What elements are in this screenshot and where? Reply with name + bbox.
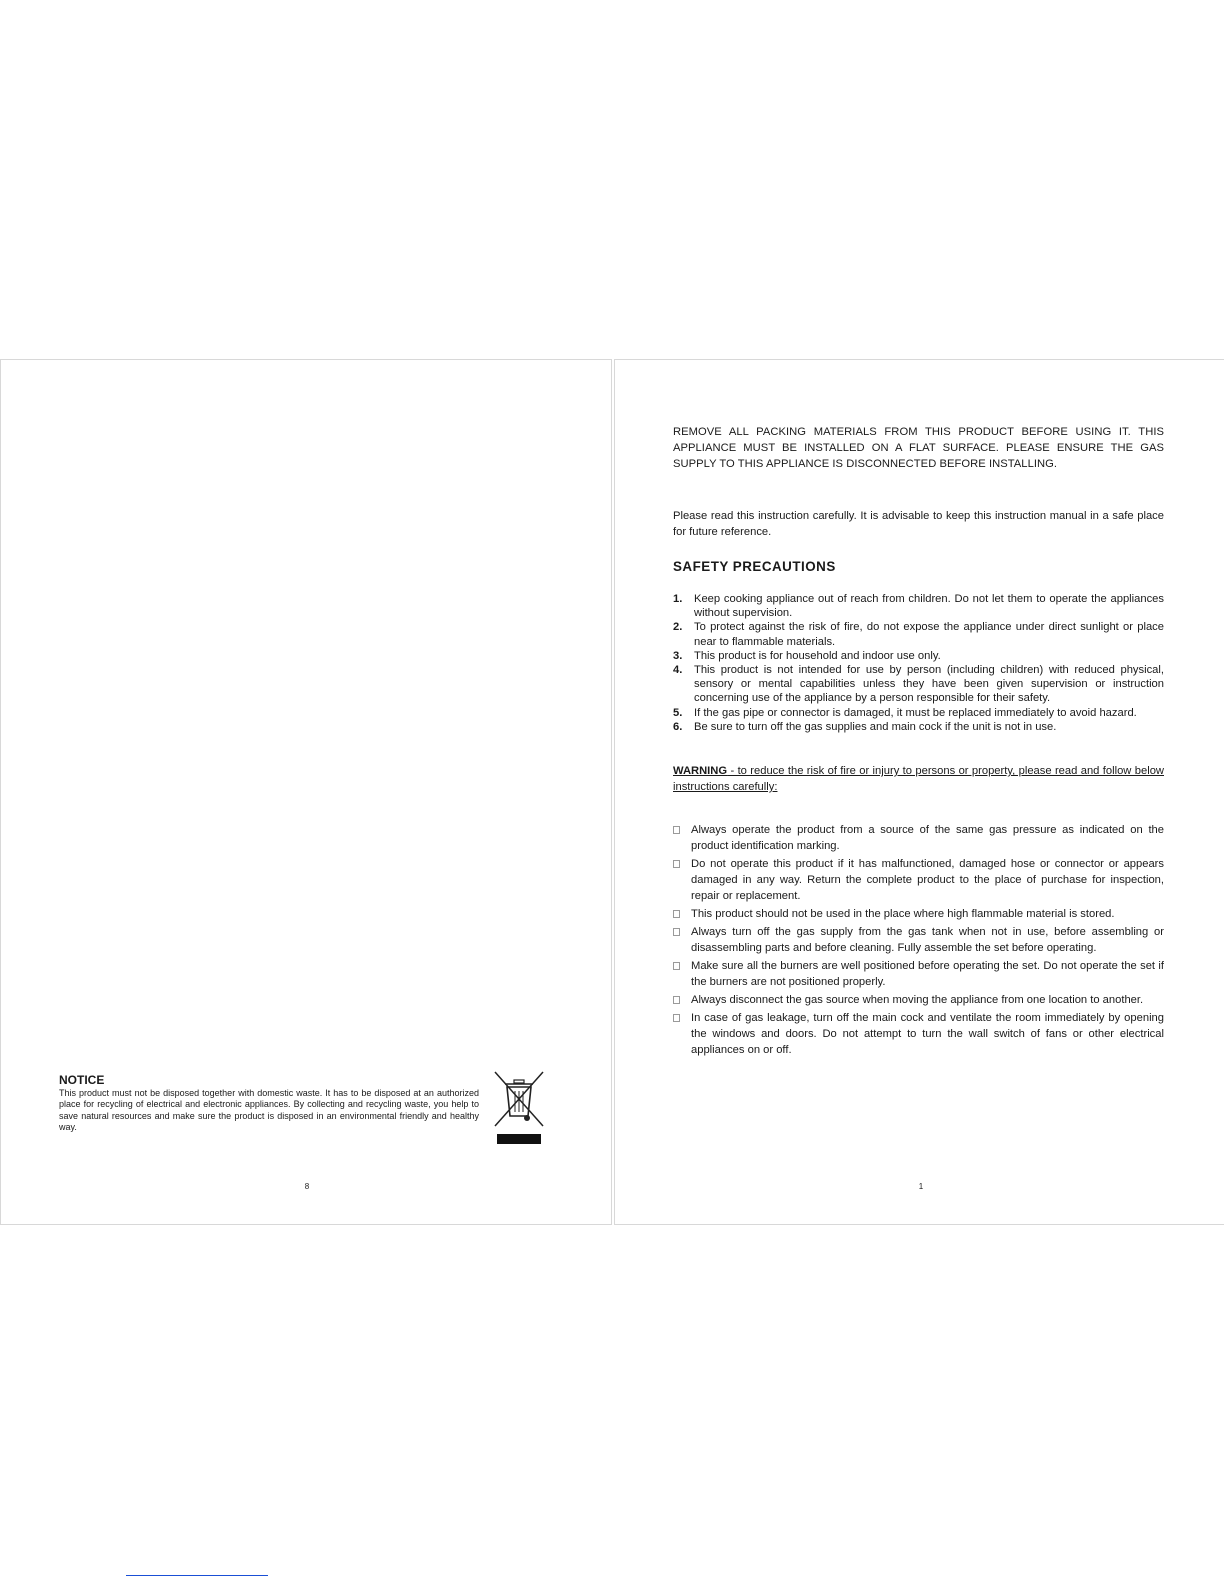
list-item: Make sure all the burners are well positioned before operating the set. Do not operate the set if the burners are not positioned properly. <box>673 958 1164 990</box>
checkbox-bullet-icon <box>673 860 680 868</box>
warning-label: WARNING <box>673 765 728 778</box>
footer-underline <box>126 1575 268 1576</box>
list-item: 2. To protect against the risk of fire, do not expose the appliance under direct sunlight or place near to flammable materials. <box>673 621 1164 648</box>
list-item: Always disconnect the gas source when moving the appliance from one location to another. <box>673 992 1164 1008</box>
warning-text: - to reduce the risk of fire or injury to persons or property, please read and follow below instructions carefully: <box>673 765 1164 794</box>
notice-title: NOTICE <box>59 1073 105 1087</box>
manual-content <box>673 424 1164 1060</box>
list-item: 1. Keep cooking appliance out of reach from children. Do not let them to operate the appliances without supervision. <box>673 593 1164 620</box>
intro-paragraph: Please read this instruction carefully. It is advisable to keep this instruction manual in a safe place for future reference. <box>673 510 1164 538</box>
warning-bullets <box>673 822 1164 1058</box>
notice-block <box>59 1073 479 1134</box>
list-item: Always operate the product from a source of the same gas pressure as indicated on the product identification marking. <box>673 822 1164 854</box>
checkbox-bullet-icon <box>673 928 680 936</box>
right-page <box>614 359 1224 1225</box>
list-item: 3. This product is for household and indoor use only. <box>673 649 941 662</box>
list-item: 5. If the gas pipe or connector is damaged, it must be replaced immediately to avoid hazard. <box>673 706 1137 719</box>
checkbox-bullet-icon <box>673 962 680 970</box>
packing-notice: REMOVE ALL PACKING MATERIALS FROM THIS PRODUCT BEFORE USING IT. THIS APPLIANCE MUST BE INSTALLED ON A FLAT SURFACE. PLEASE ENSURE THE GAS SUPPLY TO THIS APPLIANCE IS DISCONNECTED BEFORE INSTALLING. <box>673 426 1164 470</box>
left-page <box>0 359 612 1225</box>
precautions-list <box>673 592 1164 734</box>
notice-text: This product must not be disposed together with domestic waste. It has to be disposed at an authorized place for recycling of electrical and electronic appliances. By collecting and recycling waste, you help to save natural resources and make sure the product is disposed in an environmental friendly and healthy way. <box>59 1088 479 1133</box>
warning-paragraph <box>673 763 1164 795</box>
checkbox-bullet-icon <box>673 910 680 918</box>
list-item: Always turn off the gas supply from the gas tank when not in use, before assembling or disassembling parts and before cleaning. Fully assemble the set before operating. <box>673 924 1164 956</box>
crossed-out-wheelie-bin-icon <box>491 1068 547 1145</box>
checkbox-bullet-icon <box>673 826 680 834</box>
list-item: 4. This product is not intended for use by person (including children) with reduced physical, sensory or mental capabilities unless they have been given supervision or instruction concerning use of the appliance by a person responsible for their safety. <box>673 664 1164 705</box>
list-item: 6. Be sure to turn off the gas supplies and main cock if the unit is not in use. <box>673 720 1057 733</box>
checkbox-bullet-icon <box>673 1014 680 1022</box>
checkbox-bullet-icon <box>673 996 680 1004</box>
list-item: This product should not be used in the place where high flammable material is stored. <box>673 906 1164 922</box>
section-title: SAFETY PRECAUTIONS <box>673 559 836 574</box>
list-item: In case of gas leakage, turn off the main cock and ventilate the room immediately by opening the windows and doors. Do not attempt to turn the wall switch of fans or other electrical appliances on or off. <box>673 1010 1164 1058</box>
page-number: 8 <box>304 1182 310 1191</box>
page-number: 1 <box>918 1182 924 1191</box>
list-item: Do not operate this product if it has malfunctioned, damaged hose or connector or appears damaged in any way. Return the complete product to the place of purchase for inspection, repair or replacement. <box>673 856 1164 904</box>
